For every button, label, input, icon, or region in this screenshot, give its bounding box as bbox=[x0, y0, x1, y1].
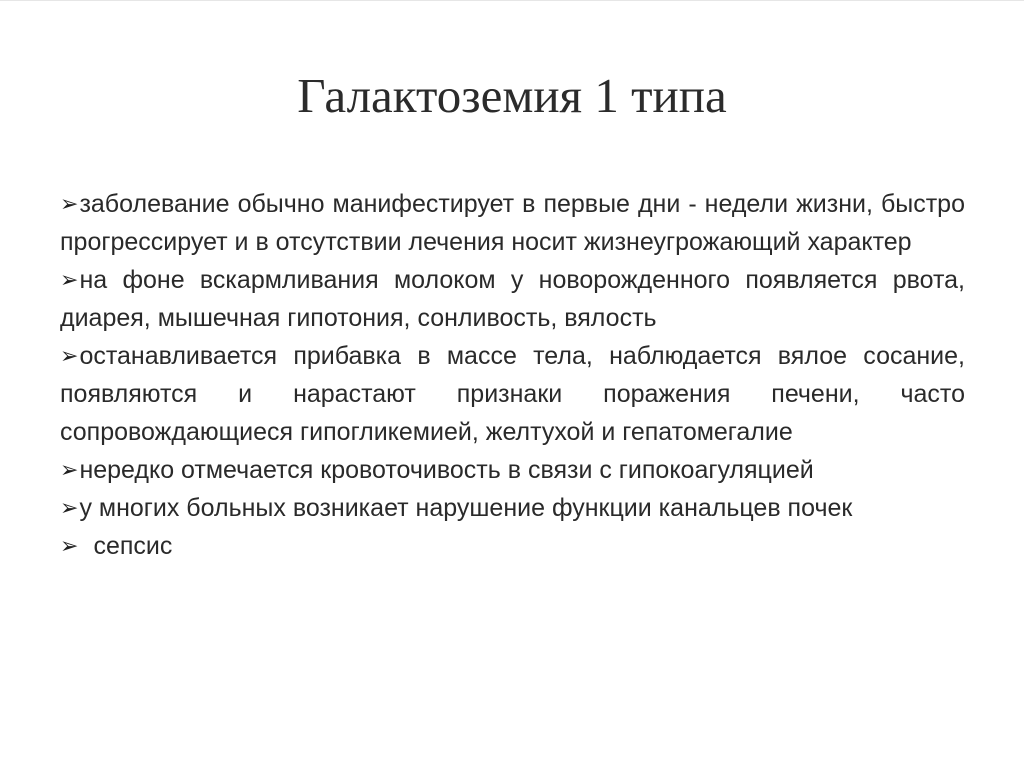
bullet-text: нередко отмечается кровоточивость в связи с гипокоагуляцией bbox=[79, 456, 814, 484]
arrow-bullet-icon: ➢ bbox=[60, 268, 79, 293]
list-item bbox=[60, 451, 965, 489]
bullet-text: заболевание обычно манифестирует в первые дни - недели жизни, быстро прогрессирует и в отсутствии лечения носит жизнеугрожающий характер bbox=[60, 190, 965, 256]
bullet-list bbox=[60, 185, 965, 565]
list-item bbox=[60, 261, 965, 337]
arrow-bullet-icon: ➢ bbox=[60, 496, 79, 521]
arrow-bullet-icon: ➢ bbox=[60, 344, 79, 369]
bullet-text: на фоне вскармливания молоком у новорожденного появляется рвота, диарея, мышечная гипотония, сонливость, вялость bbox=[60, 266, 965, 332]
list-item bbox=[60, 527, 965, 565]
bullet-text: у многих больных возникает нарушение функции канальцев почек bbox=[79, 494, 853, 522]
list-item bbox=[60, 489, 965, 527]
list-item bbox=[60, 337, 965, 451]
bullet-text: сепсис bbox=[93, 532, 173, 560]
list-item bbox=[60, 185, 965, 261]
arrow-bullet-icon: ➢ bbox=[60, 192, 79, 217]
bullet-text: останавливается прибавка в массе тела, наблюдается вялое сосание, появляются и нарастают признаки поражения печени, часто сопровождающиеся гипогликемией, желтухой и гепатомегалие bbox=[60, 342, 965, 446]
arrow-bullet-icon: ➢ bbox=[60, 534, 79, 559]
arrow-bullet-icon: ➢ bbox=[60, 458, 79, 483]
slide-title: Галактоземия 1 типа bbox=[297, 68, 727, 123]
